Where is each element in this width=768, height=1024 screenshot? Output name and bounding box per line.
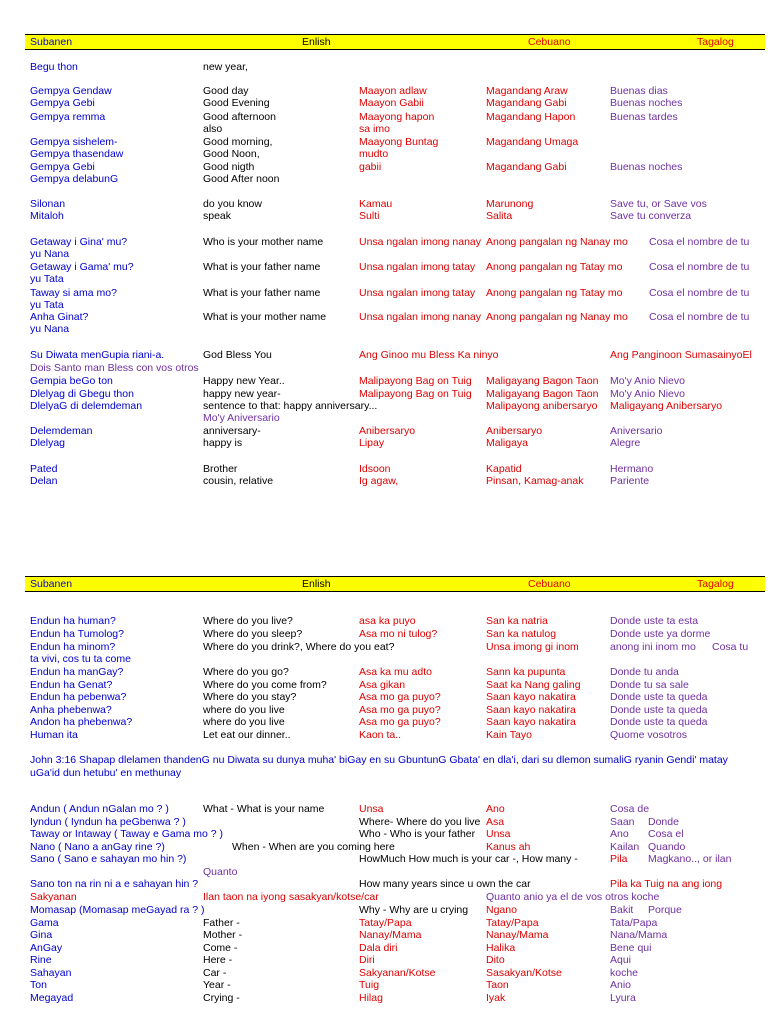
cell-cebuano: Unsa (359, 803, 384, 815)
cell-subanen: Endun ha minom? (30, 641, 116, 653)
cell-english: Come - (203, 942, 238, 954)
cell-subanen: ta vivi, cos tu ta come (30, 653, 131, 665)
cell-tagalog: Magandang Gabi (486, 97, 567, 109)
table-row (0, 979, 768, 991)
cell-english: Good afternoon (203, 111, 276, 123)
cell-spanish: koche (610, 967, 639, 979)
cell-subanen: Sahayan (30, 967, 72, 979)
cell-subanen: Andun ( Andun nGalan mo ? ) (30, 803, 169, 815)
header-subanen: Subanen (30, 578, 73, 590)
cell-english: Where do you sleep? (203, 628, 303, 640)
cell-spanish: Donde uste ta queda (610, 716, 708, 728)
cell-tagalog: Ano (486, 803, 505, 815)
cell-english: Good day (203, 85, 249, 97)
cell-english: Where do you live? (203, 615, 293, 627)
cell-english: Mo'y Aniversario (203, 412, 280, 424)
cell-tagalog: Taon (486, 979, 509, 991)
cell-english: What - What is your name (203, 803, 325, 815)
cell-spanish: Ano (610, 828, 629, 840)
cell-english: Where do you drink?, Where do you eat? (203, 641, 395, 653)
cell-spanish: Anio (610, 979, 632, 991)
table-row (0, 628, 768, 640)
cell-english: Good morning, (203, 136, 273, 148)
cell-english: HowMuch How much is your car -, How many - (359, 853, 578, 865)
cell-tagalog: Saan kayo nakatira (486, 716, 576, 728)
cell-spanish: Saan (610, 816, 635, 828)
cell-tagalog: Anong pangalan ng Tatay mo (486, 287, 623, 299)
cell-subanen: Pated (30, 463, 58, 475)
cell-tagalog: Magandang Hapon (486, 111, 576, 123)
table-row (0, 136, 768, 148)
cell-english: Good Evening (203, 97, 270, 109)
cell-spanish: Bene qui (610, 942, 652, 954)
cell-spanish: Buenas dias (610, 85, 668, 97)
table-row (0, 878, 768, 890)
cell-spanish: anong ini inom mo (610, 641, 696, 653)
cell-cebuano: sa imo (359, 123, 390, 135)
cell-subanen: uGa'id dun hetubu' en methunay (30, 767, 182, 779)
cell-subanen: Su Diwata menGupia riani-a. (30, 349, 165, 361)
cell-subanen: Getaway i Gina' mu? (30, 236, 128, 248)
table-row (0, 349, 768, 361)
cell-english: Where do you stay? (203, 691, 297, 703)
cell-tagalog: Unsa (486, 828, 511, 840)
cell-tagalog: Asa (486, 816, 505, 828)
table-row (0, 666, 768, 678)
cell-english: Here - (203, 954, 233, 966)
cell-english: Crying - (203, 992, 240, 1004)
cell-subanen: Gina (30, 929, 53, 941)
header-subanen: Subanen (30, 36, 73, 48)
cell-english: happy is (203, 437, 243, 449)
cell-subanen: Gama (30, 917, 59, 929)
table-row (0, 362, 768, 374)
table-row (0, 679, 768, 691)
table-row (0, 691, 768, 703)
cell-tagalog: Kain Tayo (486, 729, 532, 741)
cell-subanen: Endun ha manGay? (30, 666, 124, 678)
cell-spanish: Alegre (610, 437, 641, 449)
cell-spanish: Cosa el nombre de tu (649, 311, 750, 323)
cell-subanen: Mitaloh (30, 210, 64, 222)
cell-subanen: Taway or Intaway ( Taway e Gama mo ? ) (30, 828, 223, 840)
table-row (0, 299, 768, 311)
cell-cebuano: Asa mo ga puyo? (359, 716, 441, 728)
cell-spanish: Cosa el (648, 828, 684, 840)
cell-spanish: Cosa el nombre de tu (649, 236, 750, 248)
cell-tagalog: Maligayang Bagon Taon (486, 388, 599, 400)
table-row (0, 475, 768, 487)
cell-cebuano: Malipayong Bag on Tuig (359, 375, 472, 387)
header-cebuano: Cebuano (528, 36, 571, 48)
cell-cebuano: Kaon ta.. (359, 729, 402, 741)
table-row (0, 287, 768, 299)
cell-english: also (203, 123, 223, 135)
table-row (0, 653, 768, 665)
table-row (0, 210, 768, 222)
cell-subanen: Human ita (30, 729, 78, 741)
cell-cebuano: Asa ka mu adto (359, 666, 432, 678)
table-row (0, 967, 768, 979)
cell-english: Where- Where do you live (359, 816, 481, 828)
cell-english: Why - Why are u crying (359, 904, 469, 916)
cell-tagalog: Saan kayo nakatira (486, 691, 576, 703)
cell-subanen: Silonan (30, 198, 66, 210)
cell-spanish: Tata/Papa (610, 917, 658, 929)
cell-spanish: Hermano (610, 463, 654, 475)
cell-english: Who - Who is your father (359, 828, 476, 840)
table-row (0, 148, 768, 160)
cell-subanen: Gempya thasendaw (30, 148, 124, 160)
table-row (0, 248, 768, 260)
cell-spanish: Cosa tu (712, 641, 749, 653)
cell-spanish: Cosa el nombre de tu (649, 287, 750, 299)
cell-english: Let eat our dinner.. (203, 729, 291, 741)
cell-spanish: Quando (648, 841, 686, 853)
cell-spanish: Buenas noches (610, 97, 683, 109)
table-row (0, 261, 768, 273)
cell-spanish: Magkano.., or ilan (648, 853, 732, 865)
cell-subanen: Delemdeman (30, 425, 93, 437)
cell-tagalog: Dito (486, 954, 505, 966)
cell-tagalog: Anong pangalan ng Nanay mo (486, 236, 628, 248)
cell-cebuano: Ang Ginoo mu Bless Ka ninyo (359, 349, 499, 361)
cell-english: where do you live (203, 716, 285, 728)
table-row (0, 917, 768, 929)
cell-tagalog: Sasakyan/Kotse (486, 967, 562, 979)
cell-cebuano: Asa mo ni tulog? (359, 628, 438, 640)
table-row (0, 236, 768, 248)
table-row (0, 954, 768, 966)
cell-spanish: Pila (610, 853, 628, 865)
cell-subanen: Gempya remma (30, 111, 106, 123)
table-row (0, 123, 768, 135)
cell-spanish: Buenas noches (610, 161, 683, 173)
cell-subanen: Rine (30, 954, 52, 966)
cell-spanish: Donde uste ya dorme (610, 628, 711, 640)
table-row (0, 400, 768, 412)
cell-english: new year, (203, 61, 248, 73)
cell-tagalog: Malipayong anibersaryo (486, 400, 598, 412)
cell-subanen: Megayad (30, 992, 74, 1004)
cell-subanen: Delan (30, 475, 58, 487)
cell-spanish: Buenas tardes (610, 111, 678, 123)
cell-english: Who is your mother name (203, 236, 324, 248)
cell-spanish: Donde tu anda (610, 666, 679, 678)
cell-english: Good After noon (203, 173, 280, 185)
cell-spanish: Donde uste ta queda (610, 704, 708, 716)
cell-cebuano: Unsa ngalan imong tatay (359, 261, 476, 273)
table-row (0, 904, 768, 916)
cell-cebuano: asa ka puyo (359, 615, 416, 627)
cell-cebuano: Unsa ngalan imong tatay (359, 287, 476, 299)
cell-cebuano: Maayon Gabii (359, 97, 424, 109)
cell-english: sentence to that: happy anniversary... (203, 400, 378, 412)
cell-tagalog: Iyak (486, 992, 506, 1004)
header-english: Enlish (302, 578, 331, 590)
table2-header (25, 576, 765, 592)
cell-english: Good nigth (203, 161, 255, 173)
cell-cebuano: Unsa ngalan imong nanay (359, 311, 482, 323)
cell-spanish: Donde uste ta queda (610, 691, 708, 703)
cell-english: Where do you come from? (203, 679, 327, 691)
cell-spanish: Ang Panginoon SumasainyoEl (610, 349, 752, 361)
cell-tagalog: Halika (486, 942, 516, 954)
cell-subanen: Gempya Gebi (30, 161, 95, 173)
table-row (0, 942, 768, 954)
cell-tagalog: Sann ka pupunta (486, 666, 566, 678)
cell-cebuano: Diri (359, 954, 375, 966)
table-row (0, 716, 768, 728)
table-row (0, 754, 768, 766)
cell-subanen: Gempya Gendaw (30, 85, 112, 97)
table-row (0, 828, 768, 840)
cell-subanen: Andon ha phebenwa? (30, 716, 133, 728)
cell-subanen: Getaway i Gama' mu? (30, 261, 134, 273)
cell-tagalog: Marunong (486, 198, 534, 210)
cell-english: How many years since u own the car (359, 878, 531, 890)
cell-tagalog: Saat ka Nang galing (486, 679, 581, 691)
cell-english: What is your father name (203, 261, 321, 273)
table-row (0, 161, 768, 173)
cell-english: Mother - (203, 929, 243, 941)
table-row (0, 388, 768, 400)
cell-english: do you know (203, 198, 262, 210)
cell-tagalog: Maligaya (486, 437, 529, 449)
cell-subanen: Endun ha Genat? (30, 679, 113, 691)
cell-subanen: Endun ha pebenwa? (30, 691, 127, 703)
table-row (0, 929, 768, 941)
cell-spanish: Lyura (610, 992, 636, 1004)
cell-tagalog: Kapatid (486, 463, 522, 475)
cell-subanen: Gempya delabunG (30, 173, 119, 185)
cell-subanen: Sano ( Sano e sahayan mo hin ?) (30, 853, 187, 865)
cell-tagalog: Magandang Gabi (486, 161, 567, 173)
cell-tagalog: Pinsan, Kamag-anak (486, 475, 584, 487)
cell-subanen: yu Tata (30, 299, 64, 311)
cell-subanen: Gempia beGo ton (30, 375, 113, 387)
cell-spanish: Donde (648, 816, 679, 828)
cell-subanen: Dlelyag (30, 437, 66, 449)
cell-spanish: Porque (648, 904, 682, 916)
cell-subanen: Begu thon (30, 61, 78, 73)
cell-tagalog: Ngano (486, 904, 517, 916)
cell-tagalog: San ka natulog (486, 628, 557, 640)
cell-spanish: Maligayang Anibersaryo (610, 400, 723, 412)
table-row (0, 816, 768, 828)
cell-spanish: Pila ka Tuig na ang iong (610, 878, 723, 890)
cell-spanish: Donde tu sa sale (610, 679, 689, 691)
cell-subanen: Iyndun ( Iyndun ha peGbenwa ? ) (30, 816, 186, 828)
table-row (0, 97, 768, 109)
table-row (0, 198, 768, 210)
cell-cebuano: Idsoon (359, 463, 391, 475)
cell-cebuano: Hilag (359, 992, 383, 1004)
cell-tagalog: Salita (486, 210, 513, 222)
cell-english: where do you live (203, 704, 285, 716)
cell-cebuano: Sulti (359, 210, 380, 222)
cell-tagalog: Maligayang Bagon Taon (486, 375, 599, 387)
cell-english: Good Noon, (203, 148, 260, 160)
cell-subanen: Sano ton na rin ni a e sahayan hin ? (30, 878, 199, 890)
cell-tagalog: Nanay/Mama (486, 929, 549, 941)
cell-tagalog: Tatay/Papa (486, 917, 539, 929)
cell-subanen: Taway si ama mo? (30, 287, 117, 299)
cell-cebuano: Maayong Buntag (359, 136, 439, 148)
cell-subanen: Ton (30, 979, 47, 991)
cell-cebuano: Tuig (359, 979, 380, 991)
cell-cebuano: Sakyanan/Kotse (359, 967, 436, 979)
cell-tagalog: Magandang Araw (486, 85, 568, 97)
table-row (0, 615, 768, 627)
cell-english: Ilan taon na iyong sasakyan/kotse/car (203, 891, 379, 903)
table-row (0, 375, 768, 387)
cell-spanish: Bakit (610, 904, 634, 916)
cell-tagalog: Saan kayo nakatira (486, 704, 576, 716)
cell-subanen: Anha Ginat? (30, 311, 89, 323)
cell-tagalog: Kanus ah (486, 841, 531, 853)
table-row (0, 111, 768, 123)
table-row (0, 704, 768, 716)
cell-spanish: Save tu, or Save vos (610, 198, 707, 210)
cell-tagalog: Quanto anio ya el de vos otros koche (486, 891, 660, 903)
cell-spanish: Mo'y Anio Nievo (610, 388, 685, 400)
table-row (0, 841, 768, 853)
cell-english: What is your mother name (203, 311, 327, 323)
cell-cebuano: Malipayong Bag on Tuig (359, 388, 472, 400)
cell-cebuano: Asa gikan (359, 679, 406, 691)
cell-subanen: Anha phebenwa? (30, 704, 112, 716)
cell-subanen: Endun ha Tumolog? (30, 628, 124, 640)
cell-spanish: Donde uste ta esta (610, 615, 699, 627)
cell-subanen: John 3:16 Shapap dlelamen thandenG nu Diwata su dunya muha' biGay en su GbuntunG Gbata' en dla'i, dari su dlemon sumaliG ryanin Gendi' matay (30, 754, 728, 766)
cell-cebuano: Asa mo ga puyo? (359, 704, 441, 716)
cell-spanish: Pariente (610, 475, 650, 487)
cell-english: What is your father name (203, 287, 321, 299)
cell-english: Happy new Year.. (203, 375, 285, 387)
cell-english: speak (203, 210, 232, 222)
table-row (0, 323, 768, 335)
cell-subanen: Momasap (Momasap meGayad ra ? ) (30, 904, 205, 916)
cell-english: Brother (203, 463, 238, 475)
cell-tagalog: Anibersaryo (486, 425, 543, 437)
header-tagalog: Tagalog (697, 36, 734, 48)
cell-english: Car - (203, 967, 227, 979)
cell-tagalog: Magandang Umaga (486, 136, 579, 148)
header-tagalog: Tagalog (697, 578, 734, 590)
cell-cebuano: gabii (359, 161, 382, 173)
cell-subanen: AnGay (30, 942, 63, 954)
table-row (0, 866, 768, 878)
cell-english: anniversary- (203, 425, 261, 437)
cell-english: happy new year- (203, 388, 281, 400)
table-row (0, 891, 768, 903)
table-row (0, 641, 768, 653)
cell-english: Where do you go? (203, 666, 289, 678)
table-row (0, 61, 768, 73)
cell-subanen: Sakyanan (30, 891, 77, 903)
cell-english: Father - (203, 917, 240, 929)
cell-english: Quanto (203, 866, 238, 878)
cell-cebuano: Unsa ngalan imong nanay (359, 236, 482, 248)
cell-spanish: Kailan (610, 841, 640, 853)
table-row (0, 425, 768, 437)
cell-spanish: Nana/Mama (610, 929, 668, 941)
cell-subanen: DlelyaG di delemdeman (30, 400, 143, 412)
cell-cebuano: Asa mo ga puyo? (359, 691, 441, 703)
cell-tagalog: Anong pangalan ng Nanay mo (486, 311, 628, 323)
cell-cebuano: Tatay/Papa (359, 917, 412, 929)
cell-english: cousin, relative (203, 475, 274, 487)
table-row (0, 173, 768, 185)
cell-english: God Bless You (203, 349, 272, 361)
cell-subanen: Dlelyag di Gbegu thon (30, 388, 134, 400)
cell-spanish: Aniversario (610, 425, 663, 437)
table-row (0, 463, 768, 475)
table-row (0, 729, 768, 741)
cell-cebuano: Anibersaryo (359, 425, 416, 437)
cell-subanen: Nano ( Nano a anGay rine ?) (30, 841, 165, 853)
cell-cebuano: mudto (359, 148, 389, 160)
table-row (0, 992, 768, 1004)
table1-header (25, 34, 765, 50)
cell-tagalog: Anong pangalan ng Tatay mo (486, 261, 623, 273)
cell-cebuano: Ig agaw, (359, 475, 399, 487)
header-cebuano: Cebuano (528, 578, 571, 590)
cell-subanen: Gempya sishelem- (30, 136, 118, 148)
header-english: Enlish (302, 36, 331, 48)
cell-spanish: Cosa de (610, 803, 650, 815)
cell-cebuano: Maayong hapon (359, 111, 435, 123)
cell-tagalog: Unsa imong gi inom (486, 641, 579, 653)
cell-subanen: Dois Santo man Bless con vos otros (30, 362, 199, 374)
cell-spanish: Mo'y Anio Nievo (610, 375, 685, 387)
table-row (0, 311, 768, 323)
table-row (0, 85, 768, 97)
cell-cebuano: Dala diri (359, 942, 398, 954)
cell-subanen: yu Nana (30, 323, 70, 335)
cell-subanen: yu Tata (30, 273, 64, 285)
cell-spanish: Cosa el nombre de tu (649, 261, 750, 273)
table-row (0, 803, 768, 815)
cell-tagalog: San ka natria (486, 615, 548, 627)
table-row (0, 767, 768, 779)
cell-cebuano: Kamau (359, 198, 393, 210)
table-row (0, 273, 768, 285)
cell-spanish: Save tu converza (610, 210, 692, 222)
cell-subanen: yu Nana (30, 248, 70, 260)
table-row (0, 412, 768, 424)
cell-spanish: Quome vosotros (610, 729, 688, 741)
table-row (0, 437, 768, 449)
cell-cebuano: Nanay/Mama (359, 929, 422, 941)
cell-english: When - When are you coming here (232, 841, 395, 853)
cell-spanish: Aqui (610, 954, 632, 966)
cell-english: Year - (203, 979, 231, 991)
table-row (0, 853, 768, 865)
cell-subanen: Gempya Gebi (30, 97, 95, 109)
cell-cebuano: Lipay (359, 437, 385, 449)
cell-subanen: Endun ha human? (30, 615, 116, 627)
cell-cebuano: Maayon adlaw (359, 85, 427, 97)
